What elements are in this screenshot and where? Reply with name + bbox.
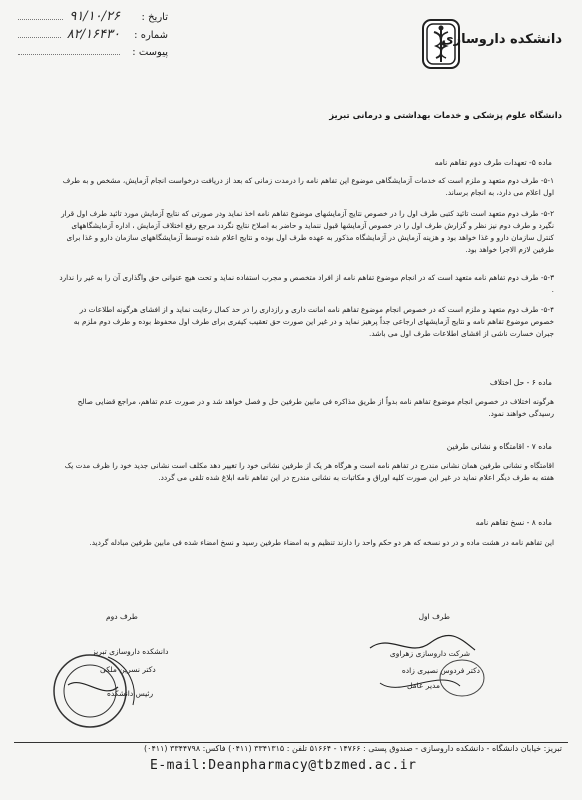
second-party-org: دانشکده داروسازی تبریز: [92, 647, 169, 656]
second-party-role: رئیس دانشکده: [107, 689, 154, 698]
second-party-title: طرف دوم: [106, 612, 138, 621]
attachment-label: پیوست :: [132, 47, 168, 58]
article-5-2: ۵-۲- طرف دوم متعهد است تائید کتبی طرف اول را در خصوص نتایج آزمایشهای موضوع تفاهم نامه اخذ نماید ودر صورتی که نتایج آزمایش مورد تائید طرف اول قرار نگیرد و طرف دوم نیز نظر و گزارش طرف اول را در خصوص آزمایشها قبول ننماید و حاضر به اصلاح نتایج نگردد مرجع رفع اختلاف آزمایش ، اداره آزمایشگاههای کنترل سازمان دارو و غذا خواهد بود و هزینه آزمایش در آزمایشگاه مذکور به عهده طرف اول بوده و نتایج اعلام شده توسط آزمایشگاههای سازمان دارو و غذا برای طرفین لازم الاجرا خواهد بود.: [61, 209, 554, 254]
university-logo: [412, 18, 562, 88]
date-value: ۹۱/۱۰/۲۶: [69, 9, 120, 24]
article-7-text: اقامتگاه و نشانی طرفین همان نشانی مندرج در تفاهم نامه است و هرگاه هر یک از طرفین نشانی خود را تغییر دهد مکلف است نشانی جدید خود را ظرف مدت یک هفته به طرف دیگر اعلام نماید در غیر این صورت کلیه اوراق و مکاتبات به نشانی مندرج در این تفاهم نامه ابلاغ شده تلقی می گردد.: [64, 461, 554, 482]
article-8-title: ماده ۸ - نسخ تفاهم نامه: [475, 518, 552, 527]
footer-address: تبریز: خیابان دانشگاه - دانشکده داروسازی - صندوق پستی : ۱۴۷۶۶ - ۵۱۶۶۴ تلفن : ۳۳۴۱۳۱۵ (۰۴۱۱) فاکس: ۳۳۴۴۷۹۸ (۰۴۱۱): [144, 744, 562, 753]
number-row: [18, 26, 168, 44]
number-label: شماره :: [134, 30, 168, 41]
article-7-title: ماده ۷ - اقامتگاه و نشانی طرفین: [446, 442, 552, 451]
first-party-name: دکتر فردوس نصیری زاده: [401, 666, 480, 675]
second-party-name: دکتر نسرین ملکی: [100, 665, 156, 674]
article-5-title: ماده ۵- تعهدات طرف دوم تفاهم نامه: [434, 158, 552, 167]
article-5-1: ۵-۱- طرف دوم متعهد و ملزم است که خدمات آزمایشگاهی موضوع این تفاهم نامه را درمدت زمانی که بعد از دریافت درخواست انجام آزمایش، مشخص و به طرف اول اعلام می دارد، به انجام برساند.: [62, 176, 554, 197]
article-6-title: ماده ۶ - حل اختلاف: [489, 378, 552, 387]
number-value: ۸۲/۱۶۴۳۰: [66, 27, 120, 42]
attachment-row: [18, 44, 168, 61]
first-party-role: مدیر عامل: [406, 681, 440, 690]
date-label: تاریخ :: [141, 12, 168, 23]
date-row: [18, 8, 168, 26]
article-6-text: هرگونه اختلاف در خصوص انجام موضوع تفاهم نامه بدواً از طریق مذاکره فی مابین طرفین حل و فصل خواهد شد و در صورت عدم تفاهم، مراجع قضایی صالح رسیدگی خواهند نمود.: [77, 397, 554, 418]
article-5-3: ۵-۳- طرف دوم تفاهم نامه متعهد است که در انجام موضوع تفاهم نامه از افراد متخصص و مجرب استفاده نماید و تحت هیچ عنوانی حق واگذاری آن را به غیر را ندارد .: [59, 273, 554, 294]
footer-divider: [14, 742, 568, 743]
reference-block: [18, 8, 168, 61]
first-party-signature-icon: [350, 628, 490, 708]
attachment-line: [18, 54, 120, 55]
number-line: [18, 37, 61, 38]
faculty-stamp-icon: [48, 645, 148, 733]
university-subtitle: دانشگاه علوم پزشکی و خدمات بهداشتی و درمانی تبریز: [329, 111, 562, 121]
first-party-title: طرف اول: [418, 612, 450, 621]
article-8-text: این تفاهم نامه در هشت ماده و در دو نسخه که هر دو حکم واحد را دارند تنظیم و به امضاء طرفین رسید و نسخ امضاء شده فی مابین طرفین مبادله گردید.: [89, 538, 554, 547]
first-party-company: شرکت داروسازی زهراوی: [389, 649, 470, 658]
footer-email: E-mail:Deanpharmacy@tbzmed.ac.ir: [150, 758, 417, 773]
article-5-4: ۵-۴- طرف دوم متعهد و ملزم است که در خصوص انجام موضوع تفاهم نامه امانت داری و رازداری را در حد کمال رعایت نماید و از افشای هرگونه اطلاعات در خصوص موضوع تفاهم نامه و نتایج آزمایشهای ارجاعی جداً پرهیز نماید و در غیر این صورت حق تعقیب کیفری برای طرف اول محفوظ بوده و طرف دوم ملزم به جبران خسارت ناشی از افشای اطلاعات طرف اول می باشد.: [73, 305, 554, 338]
date-line: [18, 19, 63, 20]
university-name: دانشکده داروسازی: [441, 32, 562, 47]
